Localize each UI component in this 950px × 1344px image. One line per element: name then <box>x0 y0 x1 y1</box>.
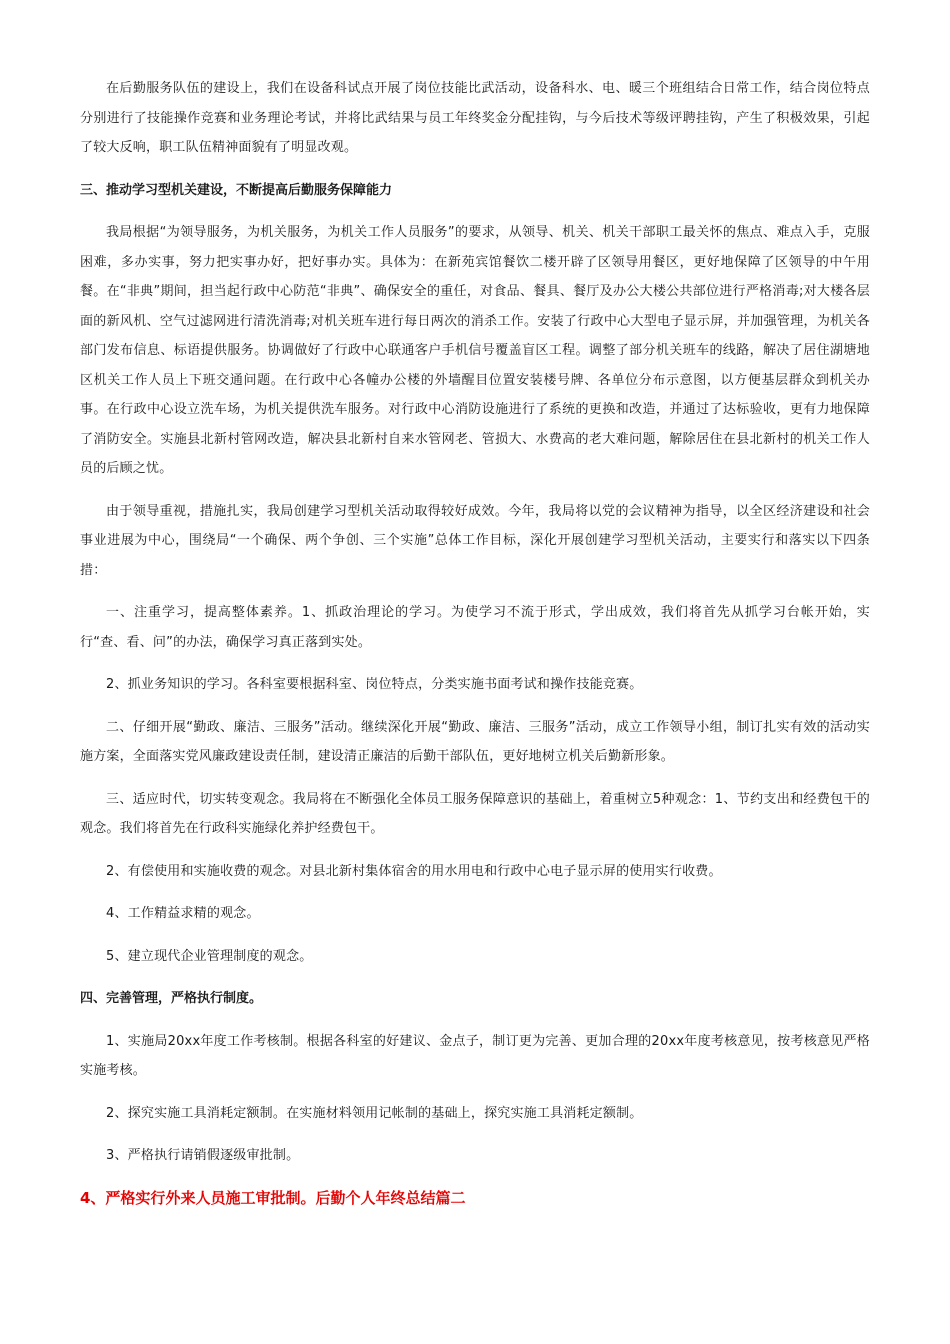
paragraph: 4、工作精益求精的观念。 <box>106 906 260 921</box>
paragraph: 三、适应时代，切实转变观念。我局将在不断强化全体员工服务保障意识的基础上，着重树立5种观念：1、节约支出和经费包干的观念。我们将首先在行政科实施绿化养护经费包干。 <box>80 791 870 836</box>
paragraph: 3、严格执行请销假逐级审批制。 <box>106 1148 300 1163</box>
paragraph: 2、有偿使用和实施收费的观念。对县北新村集体宿舍的用水用电和行政中心电子显示屏的使用实行收费。 <box>106 863 722 879</box>
section-heading: 四、完善管理，严格执行制度。 <box>80 991 263 1006</box>
paragraph: 在后勤服务队伍的建设上，我们在设备科试点开展了岗位技能比武活动，设备科水、电、暖三个班组结合日常工作，结合岗位特点分别进行了技能操作竞赛和业务理论考试，并将比武结果与员工年终奖金分配挂钩，与今后技术等级评聘挂钩，产生了积极效果，引起了较大反响，职工队伍精神面貌有了明显改观。 <box>80 81 870 155</box>
paragraph: 由于领导重视，措施扎实，我局创建学习型机关活动取得较好成效。今年，我局将以党的会议精神为指导，以全区经济建设和社会事业进展为中心，围绕局“一个确保、两个争创、三个实施”总体工作目标，深化开展创建学习型机关活动，主要实行和落实以下四条措： <box>80 503 870 578</box>
paragraph: 二、仔细开展“勤政、廉洁、三服务”活动。继续深化开展“勤政、廉洁、三服务”活动，成立工作领导小组，制订扎实有效的活动实施方案，全面落实党风廉政建设责任制，建设清正廉洁的后勤干部队伍，更好地树立机关后勤新形象。 <box>80 719 870 764</box>
paragraph: 2、抓业务知识的学习。各科室要根据科室、岗位特点，分类实施书面考试和操作技能竞赛。 <box>106 677 643 692</box>
paragraph: 我局根据“为领导服务，为机关服务，为机关工作人员服务”的要求，从领导、机关、机关干部职工最关怀的焦点、难点入手，克服困难，多办实事，努力把实事办好，把好事办实。具体为：在新苑宾馆餐饮二楼开辟了区领导用餐区，更好地保障了区领导的中午用餐。在“非典”期间，担当起行政中心防范“非典”、确保安全的重任，对食品、餐具、餐厅及办公大楼公共部位进行严格消毒;对大楼各层面的新风机、空气过滤网进行清洗消毒;对机关班车进行每日两次的消杀工作。安装了行政中心大型电子显示屏，并加强管理，为机关各部门发布信息、标语提供服务。协调做好了行政中心联通客户手机信号覆盖盲区工程。调整了部分机关班车的线路，解决了居住湖塘地区机关工作人员上下班交通问题。在行政中心各幢办公楼的外墙醒目位置安装楼号牌、各单位分布示意图，以方便基层群众到机关办事。在行政中心设立洗车场，为机关提供洗车服务。对行政中心消防设施进行了系统的更换和改造，并通过了达标验收，更有力地保障了消防安全。实施县北新村管网改造，解决县北新村自来水管网老、管损大、水费高的老大难问题，解除居住在县北新村的机关工作人员的后顾之忧。 <box>80 225 870 476</box>
highlighted-heading: 4、严格实行外来人员施工审批制。后勤个人年终总结篇二 <box>80 1188 466 1207</box>
paragraph: 一、注重学习，提高整体素养。1、抓政治理论的学习。为使学习不流于形式，学出成效，我们将首先从抓学习台帐开始，实行“查、看、问”的办法，确保学习真正落到实处。 <box>80 605 870 650</box>
section-heading: 三、推动学习型机关建设，不断提高后勤服务保障能力 <box>80 182 393 198</box>
paragraph: 5、建立现代企业管理制度的观念。 <box>106 948 313 964</box>
paragraph: 2、探究实施工具消耗定额制。在实施材料领用记帐制的基础上，探究实施工具消耗定额制。 <box>106 1105 643 1121</box>
paragraph: 1、实施局20xx年度工作考核制。根据各科室的好建议、金点子，制订更为完善、更加合理的20xx年度考核意见，按考核意见严格实施考核。 <box>80 1033 870 1078</box>
document-page <box>80 74 870 1226</box>
